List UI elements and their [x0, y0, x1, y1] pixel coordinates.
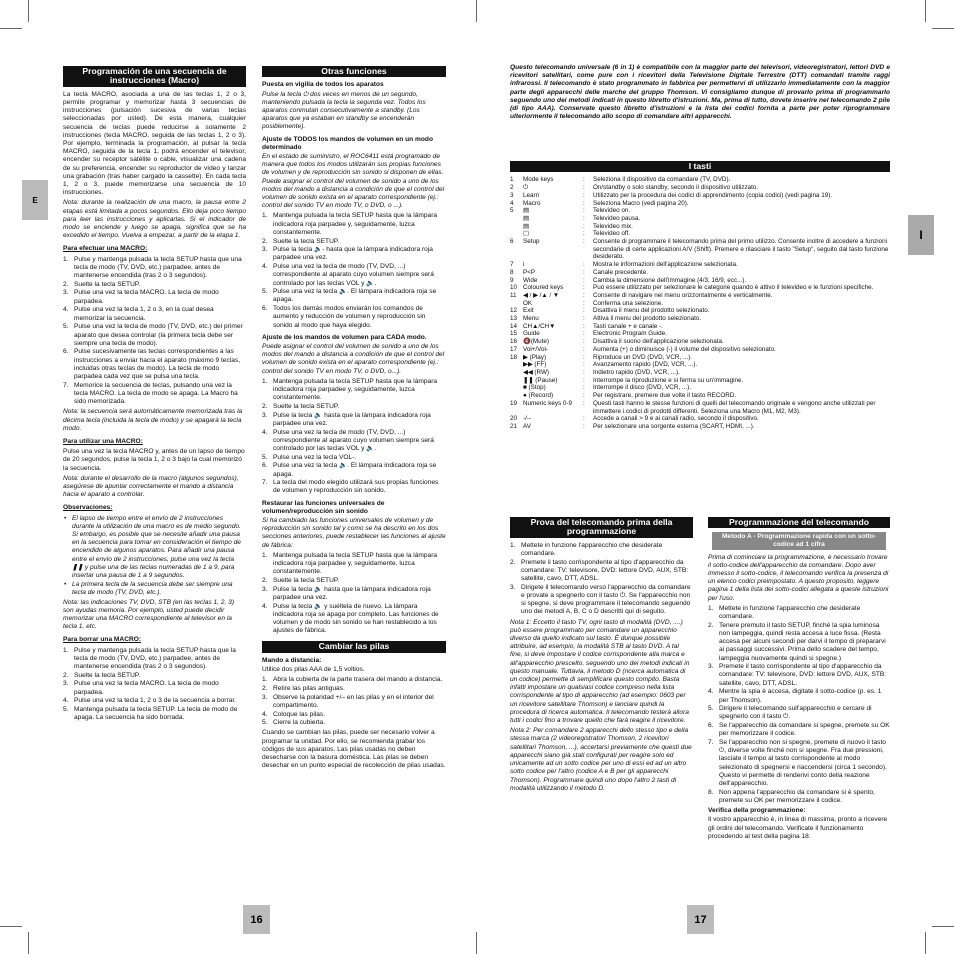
key-description: Electronic Program Guide.	[593, 330, 667, 338]
key-number	[510, 230, 523, 238]
key-name: P<P	[523, 268, 536, 276]
key-description: Disattiva il menu del prodotto selezionato.	[593, 307, 710, 315]
key-description: Utilizzato per la procedura dei codici di apprendimento (copia codici) (vedi pagina 19).	[593, 191, 833, 199]
table-row	[510, 184, 890, 192]
key-name: Macro	[523, 199, 541, 207]
volume-all-text: En el estado de suministro, el ROC6411 está programado de manera que todos los modos utilizarán sus propias funciones de volumen y de reproducción sin sonido si disponen de ellas. Puede asignar el control del volumen de sonido a uno de los modos del mando a distancia a condición de que el control del volumen de sonido exista en el aparato correspondiente (ej.: control del sonido TV en modo TV, o DVD, o ...).	[262, 153, 445, 210]
test-note-2: Nota 2: Per comandare 2 apparecchi dello stesso tipo e della stessa marca (2 videoregistratori Thomson, 2 ricevitori satellitari Thomson, ...), accertarsi previamente che questi due apparecchi siano già stati configurati per reagire solo ed unicamente ad un sotto codice per uno di essi ed ad un altro sotto codice per l'altro (codice A e B per gli apparecchi Thomson). Programmare quindi uno dopo l'altro 2 tasti di modalità utilizzando il metodo D.	[510, 727, 692, 792]
table-row	[510, 377, 890, 385]
list-item: 2. Tenere premuto il tasto SETUP, finché la spia luminosa non lampeggia, quindi resta accesa a luce fissa. (Resta accesa per alcuni secondi per darvi il tempo di prepararvi ai passaggi successivi. Prima dello scadere del tempo, lampeggia nuovamente quindi si spegne.)	[708, 622, 890, 663]
test-note-1: Nota 1: Eccetto il tasto TV, ogni tasto di modalità (DVD, ....) può essere programmato per comandare un apparecchio diverso da quello indicato sul tasto. È dunque possibile attribuire, ad esempio, la modalità STB al tasto DVD. A tal fine, si deve impostare il codice corrispondente alla marca e all'apparecchio prescelto, seguendo uno dei metodi indicati in questo manuale. Tuttavia, il metodo D (ricerca automatica di un codice) permette di semplificare questo compito. Basta infatti impostare un qualsiasi codice compreso nella lista corrispondente al tipo di apparecchio (ad esempio: 0603 per un ricevitore satellitare Thomson) e lanciare quindi la procedura di ricerca automatica. Il telecomando testerà allora tutti i codici fino a trovare quello che farà reagire il ricevitore.	[510, 618, 690, 725]
colon: :	[583, 261, 585, 269]
key-name: -/--	[523, 415, 532, 423]
list-item: 1. Pulse y mantenga pulsada la tecla SETUP hasta que una tecla de modo (TV, DVD, etc.) parpadee, antes de mantenerse encendida (tras 2 o 3 segundos).	[63, 256, 246, 281]
list-item: 2. Suelte la tecla SETUP.	[63, 281, 246, 289]
key-name: ▢	[523, 230, 529, 238]
key-number: 8	[510, 268, 514, 276]
list-item: 5. Cierre la cubierta.	[262, 719, 446, 727]
colon: :	[583, 422, 585, 430]
column-test	[510, 517, 693, 795]
key-name: Setup	[523, 238, 540, 246]
key-number	[510, 392, 523, 400]
list-item: 1. Mantenga pulsada la tecla SETUP hasta que la lámpara indicadora roja parpadee y, seguidamente, luzca constantemente.	[262, 212, 446, 237]
table-row	[510, 261, 890, 269]
colon: :	[583, 376, 585, 384]
key-description: Cambia la dimensione dell'immagine (4/3, 16/9, ecc...).	[593, 276, 747, 284]
crop-mark-br-v	[925, 932, 926, 954]
key-number: 4	[510, 199, 514, 207]
key-number: 2	[510, 184, 514, 192]
colon: :	[583, 276, 585, 284]
colon: :	[583, 230, 585, 238]
key-number: 19	[510, 399, 518, 407]
table-row	[510, 215, 890, 223]
key-number: 16	[510, 338, 518, 346]
list-item: 1. Pulse y mantenga pulsada la tecla SETUP hasta que la tecla de modo (TV, DVD, etc.) parpadee, antes de mantenerse encendida (tras 2 o 3 segundos).	[63, 647, 246, 672]
table-row	[510, 330, 890, 338]
heading-observations: Observaciones:	[63, 504, 113, 512]
crop-mark-bl-v	[28, 932, 29, 954]
colon: :	[583, 368, 585, 376]
list-item: 6. Todos los demás modos enviarán los comandos de aumento y reducción de volumen y reproducción sin sonido al modo que haya elegido.	[262, 305, 446, 330]
key-description: Questi tasti hanno le stesse funzioni di quelli del telecomando originale e vengono anche utilizzati per immettere i codici di prodotti differenti. Seleziona una Macro (M1, M2, M3).	[593, 399, 876, 415]
colon: :	[583, 384, 585, 392]
macro-note-1: Nota: durante la realización de una macro, la pausa entre 2 etapas está limitada a pocos segundos. Ello deja poco tiempo para leer las instrucciones y aplicarlas. Si el indicador de modo se enciende y luego se apaga, significa que se ha excedido el tiempo. Vuelva a empezar, a partir de la etapa 1.	[63, 199, 246, 240]
list-item: 7. La tecla del modo elegido utilizará sus propias funciones de volumen y reproducción sin sonido.	[262, 479, 446, 495]
method-a-intro: Prima di cominciare la programmazione, è necessario trovare il sotto-codice dell'apparecchio da comandare. Dopo aver immesso il sotto-codice, il telecomando verifica la presenza di un elenco codici preimpostato. A questo proposito, leggere pagina 1 della lista dei sotto-codici allegata a queste istruzioni per l'uso.	[708, 553, 889, 602]
keys-section	[510, 161, 890, 431]
colon: :	[583, 184, 585, 192]
list-item: 2. Suelte la tecla SETUP.	[262, 238, 446, 246]
heading-use-macro: Para utilizar una MACRO:	[63, 437, 143, 445]
key-name: ● (Record)	[523, 392, 554, 400]
list-item: 4. Pulse una vez la tecla 1, 2 o 3 de la secuencia a borrar.	[63, 697, 246, 705]
colon: :	[583, 415, 585, 423]
list-item: 7. Se l'apparecchio non si spegne, premete di nuovo il tasto ⏻, diverse volte finché non si spegne. Fra due pressioni, lasciate il tempo al tasto corrispondente al modo selezionato di spegnersi e riaccendersi (circa 1 secondo). Questo vi permette di renderivi conto della reazione dell'apparecchio.	[708, 739, 890, 788]
erase-steps	[63, 647, 246, 723]
key-name: Wide	[523, 276, 538, 284]
key-number	[510, 361, 523, 369]
list-item: 4. Pulse la tecla 🔈 y suéltela de nuevo. La lámpara indicadora roja se apaga por completo. Las funciones de volumen y de modo sin sonido se han restablecido a los ajustes de fábrica.	[262, 603, 446, 636]
key-name: ▤	[523, 222, 529, 230]
key-name: ■ (Stop)	[523, 384, 546, 392]
list-item: 2. Suelte la tecla SETUP.	[262, 577, 446, 585]
key-number: 14	[510, 322, 518, 330]
table-row	[510, 307, 890, 315]
key-name: Vol+/Vol-	[523, 345, 549, 353]
list-item: 6. Pulse sucesivamente las teclas correspondientes a las instrucciones a enviar hacia el aparato (máximo 9 teclas, incluidas otras teclas de modo). La tecla de modo parpadea cada vez que se pulsa una tecla.	[63, 348, 246, 381]
key-name: Guide	[523, 330, 540, 338]
colon: :	[583, 191, 585, 199]
list-item: 4. Pulse una vez la tecla de modo (TV, DVD, ...) correspondiente al aparato cuyo volumen siempre será controlado por las teclas VOL y 🔈.	[262, 429, 446, 454]
key-number	[510, 223, 523, 231]
colon: :	[583, 322, 585, 330]
key-number	[510, 369, 523, 377]
key-number: 5	[510, 207, 514, 215]
key-description: Avanzamento rapido (DVD, VCR, ...).	[593, 361, 698, 369]
key-number: 10	[510, 284, 518, 292]
list-item: 5. Pulse una vez la tecla 🔈. El lámpara indicadora roja se apaga.	[262, 288, 446, 304]
key-number: 13	[510, 315, 518, 323]
list-item: 4. Mentre la spia è accesa, digitate il sotto-codice (p. es. 1 per Thomson).	[708, 688, 890, 704]
list-item: 4. Pulse una vez la tecla de modo (TV, DVD, ...) correspondiente al aparato cuyo volumen siempre será controlado por las teclas VOL y 🔈.	[262, 263, 446, 288]
key-number: 21	[510, 422, 518, 430]
section-title-keys: I tasti	[510, 161, 890, 172]
key-description: Accede a canali > 9 e ai canali radio, secondo il dispositivo.	[593, 415, 759, 423]
crop-mark-tl-h	[0, 28, 22, 29]
battery-outro: Cuando se cambian las pilas, puede ser necesario volver a programar la unidad. Por ello, se recomienda grabar los códigos de sus aparatos. Las pilas usadas no deben desecharse con la basura doméstica. Las pilas se deben desechar en un punto especial de recolección de pilas usadas.	[262, 729, 446, 770]
section-title-other-functions: Otras funciones	[262, 66, 446, 77]
section-title-batteries: Cambiar las pilas	[262, 641, 446, 652]
key-name: AV	[523, 422, 531, 430]
colon: :	[583, 222, 585, 230]
verify-text: Il vostro apparecchio è, in linea di massima, pronto a ricevere gli ordini del telecomando. Verificate il funzionamento procedendo al test della pagina 18.	[708, 816, 888, 840]
key-number	[510, 384, 523, 392]
heading-remote-batteries: Mando a distancia:	[262, 656, 322, 664]
key-description: Televideo mix.	[593, 222, 633, 230]
battery-intro: Utilice dos pilas AAA de 1,5 voltios.	[262, 666, 365, 674]
observations-list	[63, 515, 246, 598]
key-number: 20	[510, 415, 518, 423]
key-number	[510, 377, 523, 385]
list-item: 1. Mettete in funzione l'apparecchio che desiderate comandare.	[708, 605, 890, 621]
list-item: 6. Se l'apparecchio da comandare si spegne, premete su OK per memorizzare il codice.	[708, 722, 890, 738]
key-name: ▤	[523, 214, 529, 222]
key-description: Televideo pausa.	[593, 214, 641, 222]
section-title-programming: Programmazione del telecomando	[708, 517, 890, 528]
table-row	[510, 315, 890, 323]
test-steps	[510, 542, 693, 617]
right-page-intro	[510, 64, 890, 123]
table-row	[510, 192, 890, 200]
colon: :	[583, 176, 585, 184]
column-macro	[63, 66, 246, 724]
table-row	[510, 392, 890, 400]
key-name: i	[523, 261, 525, 269]
list-item: • El lapso de tiempo entre el envío de 2 instrucciones durante la utilización de una macro es de medio segundo. Si embargo, es posible que se necesite añadir una pausa en la secuencia para tomar en consideración el tiempo de encendido de algunos aparatos. Para añadir una pausa entre el envío de 2 instrucciones, pulse una vez la tecla ❚❚ y pulse una de las teclas numeradas de 1 a 9, para insertar una pausa de 1 a 9 segundos.	[63, 515, 246, 581]
key-name: ◀ / ▶ /▲ / ▼	[523, 291, 560, 299]
key-description: Interrompe il disco (DVD, VCR, ...).	[593, 384, 691, 392]
volume-mode-steps	[262, 378, 446, 496]
key-name: ▤	[523, 207, 529, 215]
table-row	[510, 361, 890, 369]
key-number	[510, 300, 523, 308]
table-row	[510, 269, 890, 277]
colon: :	[583, 307, 585, 315]
colon: :	[583, 315, 585, 323]
table-row	[510, 323, 890, 331]
list-item: 4. Coloque las pilas.	[262, 711, 446, 719]
key-number: 6	[510, 238, 514, 246]
column-other-functions	[262, 66, 446, 772]
list-item: 5. Pulse una vez la tecla VOL-.	[262, 454, 446, 462]
method-a-steps	[708, 605, 890, 805]
key-number: 9	[510, 276, 514, 284]
list-item: 2. Suelte la tecla SETUP.	[262, 403, 446, 411]
key-number: 11	[510, 291, 517, 299]
list-item: 3. Pulse una vez la tecla MACRO. La tecla de modo parpadea.	[63, 680, 246, 696]
key-name: ◀◀ (RW)	[523, 368, 550, 376]
crop-mark-br-h	[932, 926, 954, 927]
column-programming	[708, 517, 890, 843]
table-row	[510, 300, 890, 308]
key-description: Attiva il menu del prodotto selezionato.	[593, 315, 702, 323]
list-item: 1. Mettete in funzione l'apparecchio che desiderate comandare.	[510, 542, 693, 558]
crop-mark-tr-h	[932, 28, 954, 29]
key-description: Televideo off.	[593, 230, 630, 238]
volume-all-steps	[262, 212, 446, 329]
list-item: 5. Pulse una vez la tecla de modo (TV, DVD, etc.) del primer aparato que desea controlar (la primera tecla debe ser siempre una tecla de modo).	[63, 323, 246, 348]
list-item: 4. Pulse una vez la tecla 1, 2 o 3, en la cual desea memorizar la secuencia.	[63, 306, 246, 322]
language-tab-italian: I	[908, 215, 934, 255]
table-row	[510, 423, 890, 431]
key-description: Seleziona Macro (vedi pagina 20).	[593, 199, 689, 207]
colon: :	[583, 399, 585, 407]
crop-mark-tr-v	[925, 0, 926, 22]
list-item: 3. Pulse la tecla 🔈 hasta que la lámpara indicadora roja parpadee una vez.	[262, 412, 446, 428]
section-title-macro: Programación de una secuencia de instrucciones (Macro)	[63, 66, 246, 87]
table-row	[510, 346, 890, 354]
table-row	[510, 176, 890, 184]
key-number: 15	[510, 330, 518, 338]
key-number: 3	[510, 191, 514, 199]
list-item: 6. Pulse una vez la tecla 🔈. El lámpara indicadora roja se apaga.	[262, 462, 446, 478]
table-row	[510, 284, 890, 292]
heading-volume-each-mode: Ajuste de los mandos de volumen para CADA modo.	[262, 333, 427, 341]
effectuate-steps	[63, 256, 246, 407]
keys-table	[510, 176, 890, 430]
key-description: Consente di navigare nei menu orizzontalmente e verticalmente.	[593, 291, 773, 299]
key-number: 17	[510, 345, 518, 353]
colon: :	[583, 238, 585, 246]
page-number-right: 17	[687, 905, 714, 934]
key-description: Per registrare, premere due volte il tasto RECORD.	[593, 392, 737, 400]
table-row	[510, 230, 890, 238]
list-item: 7. Memorice la secuencia de teclas, pulsando una vez la tecla MACRO. La tecla de modo se apaga. La Macro ha sido memorizada.	[63, 382, 246, 407]
list-item: 1. Mantenga pulsada la tecla SETUP hasta que la lámpara indicadora roja parpadee y, seguidamente, luzca constantemente.	[262, 378, 446, 403]
colon: :	[583, 338, 585, 346]
crop-mark-bm	[476, 932, 477, 954]
key-name: Exit	[523, 307, 534, 315]
heading-effectuate-macro: Para efectuar una MACRO:	[63, 245, 148, 253]
list-item: 3. Premete il tasto corrispondente al tipo d'apparecchio da comandare: TV: televisore, DVD: lettore DVD, AUX, STB: satellite, cavo, DTT, ADSL.	[708, 663, 890, 688]
list-item: 8. Non appena l'apparecchio da comandare si è spento, premete su OK per memorizzare il codice.	[708, 789, 890, 805]
use-macro-text: Pulse una vez la tecla MACRO y, antes de un lapso de tiempo de 20 segundos, pulse la tecla 1, 2 o 3 bajo la cual memorizó la secuencia.	[63, 448, 245, 472]
key-description: Tasti canale + e canale -.	[593, 322, 663, 330]
key-description: Indietro rapido (DVD, VCR, ...).	[593, 368, 680, 376]
key-name: Learn	[523, 191, 540, 199]
table-row	[510, 277, 890, 285]
table-row	[510, 415, 890, 423]
key-description: Aumenta (+) o diminuisce (-) il volume del dispositivo selezionato.	[593, 345, 776, 353]
table-row	[510, 207, 890, 215]
key-description: Canale precedente.	[593, 268, 648, 276]
table-row	[510, 200, 890, 208]
crop-mark-tm	[476, 0, 477, 22]
table-row	[510, 384, 890, 392]
key-description: Può essere utilizzato per selezionare le categorie quando è attivo il televideo e le funzioni specifiche.	[593, 284, 874, 292]
page-number-left: 16	[243, 905, 270, 934]
key-description: Seleziona il dispositivo da comandare (TV, DVD).	[593, 176, 731, 184]
list-item: 3. Dirigete il telecomando verso l'apparecchio da comandare e provate a spegnerlo con il tasto ⏻. Se l'apparecchio non si spegne, si deve programmare il telecomando seguendo uno dei metodi A, B, C o D descritti qui di seguito.	[510, 584, 693, 617]
key-name: CH▲/CH▼	[523, 322, 556, 330]
restore-text: Si ha cambiado las funciones universales de volumen y de reproducción sin sonido tal y como se ha descrito en los dos secciones anteriores, puede restablecer las funciones al ajuste de fábrica:	[262, 517, 446, 549]
colon: :	[583, 345, 585, 353]
colon: :	[583, 299, 585, 307]
key-number: 1	[510, 176, 514, 184]
list-item: 1. Mantenga pulsada la tecla SETUP hasta que la lámpara indicadora roja parpadee y, seguidamente, luzca constantemente.	[262, 552, 446, 577]
key-description: Televideo on.	[593, 207, 631, 215]
macro-note-3: Nota: durante el desarrollo de la macro (algunos segundos), asegúrese de apuntar correctamente el mando a distancia hacia el aparato a controlar.	[63, 474, 239, 499]
colon: :	[583, 330, 585, 338]
key-name: 🔇(Mute)	[523, 338, 550, 346]
macro-note-4: Nota: las indicaciones TV, DVD, STB (en las teclas 1, 2, 3) son ayudas memoria. Por ejemplo, usted puede decidir memorizar una MACRO correspondiente al televisor en la tecla 1, etc.	[63, 598, 235, 631]
colon: :	[583, 361, 585, 369]
macro-note-2: Nota: la secuencia será automáticamente memorizada tras la décima tecla (incluida la tecla de modo) y se apagará la tecla modo.	[63, 408, 243, 432]
list-item: 5. Dirigere il telecomando sull'apparecchio e cercare di spegnerlo con il tasto ⏻.	[708, 705, 890, 721]
restore-steps	[262, 552, 446, 636]
key-name: Coloured keys	[523, 284, 564, 292]
method-a-title: Metodo A - Programmazione rapida con un sotto-codice ad 1 cifra	[712, 532, 886, 549]
key-description: On/standby o solo standby, secondo il dispositivo utilizzato.	[593, 184, 759, 192]
key-description: Consente di programmare il telecomando prima del primo utilizzo. Consente inoltre di accedere a funzioni secondarie di certe applicazioni A/V (Shift). Premere e rilasciare il tasto "Setup", seguito dal tasto funzione desiderato.	[593, 238, 889, 261]
key-description: Riproduce un DVD (DVD, VCR, ...).	[593, 353, 693, 361]
colon: :	[583, 291, 585, 299]
key-name: Menu	[523, 315, 539, 323]
key-description: Interrompe la riproduzione e si ferma su un'immagine.	[593, 376, 744, 384]
key-description: Conferma una selezione.	[593, 299, 664, 307]
heading-restore-volume: Restaurar las funciones universales de volumen/reproducción sin sonido	[262, 499, 385, 515]
list-item: 1. Abra la cubierta de la parte trasera del mando a distancia.	[262, 676, 446, 684]
key-description: Disattiva il suono dell'applicazione selezionata.	[593, 338, 724, 346]
colon: :	[583, 392, 585, 400]
list-item: 5. Mantenga pulsada la tecla SETUP. La tecla de modo de apaga. La secuencia ha sido borrada.	[63, 706, 246, 722]
table-row	[510, 223, 890, 231]
list-item: 2. Premete il tasto corrispondente al tipo d'apparecchio da comandare: TV: televisore, DVD: lettore DVD, AUX, STB: satellite, cavo, DTT, ADSL.	[510, 559, 693, 584]
list-item: 2. Suelte la tecla SETUP.	[63, 672, 246, 680]
heading-verify: Verifica della programmazione:	[708, 807, 806, 815]
colon: :	[583, 199, 585, 207]
battery-steps	[262, 676, 446, 727]
key-number	[510, 215, 523, 223]
list-item: 2. Retire las pilas antiguas.	[262, 685, 446, 693]
colon: :	[583, 268, 585, 276]
macro-intro: La tecla MACRO, asociada a una de las teclas 1, 2 o 3, permite programar y memorizar hasta 3 secuencias de instrucciones (pulsación sucesiva de varias teclas seleccionadas por usted). De esta manera, cualquier secuencia de teclas puede reducirse a solamente 2 instrucciones (tecla MACRO, seguida de las teclas 1, 2 o 3). Por ejemplo, terminada la programación, al pulsar la tecla MACRO, seguida de la tecla 1, podrá encender el televisor, encender su receptor satélite o cable, visualizar una cadena de su preferencia, encender su reproductor de vídeo y lanzar una grabación (tras haber cargado la cassette). En cada tecla 1, 2 o 3, puede memorizarse una secuencia de 10 instrucciones.	[63, 90, 246, 197]
colon: :	[583, 353, 585, 361]
colon: :	[583, 207, 585, 215]
section-title-test: Prova del telecomando prima della programmazione	[510, 517, 693, 538]
list-item: 3. Pulse una vez la tecla MACRO. La tecla de modo parpadea.	[63, 289, 246, 305]
key-number: 18	[510, 353, 518, 361]
key-description: Mostra le informazioni dell'applicazione selezionata.	[593, 261, 738, 269]
heading-standby-all: Puesta en vigilia de todos los aparatos	[262, 81, 384, 89]
heading-volume-all: Ajuste de TODOS los mandos de volumen en un modo determinado	[262, 135, 433, 151]
key-name: ❚❚ (Pause)	[523, 376, 558, 384]
colon: :	[583, 284, 585, 292]
key-name: OK	[523, 299, 533, 307]
list-item: 3. Pulse la tecla 🔈 hasta que la lámpara indicadora roja parpadee una vez.	[262, 586, 446, 602]
list-item: 3. Observe la polaridad +/– en las pilas y en el interior del compartimento.	[262, 694, 446, 710]
crop-mark-tl-v	[28, 0, 29, 22]
colon: :	[583, 214, 585, 222]
key-name: ▶ (Play)	[523, 353, 547, 361]
language-tab-spanish: E	[22, 180, 48, 220]
table-row	[510, 338, 890, 346]
key-number: 7	[510, 261, 514, 269]
standby-text: Pulse la tecla ⏻ dos veces en menos de un segundo, manteniendo pulsada la tecla la segunda vez. Todos los aparatos conmutan consecutivamente a standby. (Los aparatos que ya estaban en standby se encenderán posiblemente).	[262, 90, 426, 131]
table-row	[510, 400, 890, 415]
key-name: ⏻	[523, 184, 528, 192]
table-row	[510, 354, 890, 362]
list-item: • La primera tecla de la secuencia debe ser siempre una tecla de modo (TV, DVD, etc.).	[63, 581, 246, 597]
volume-mode-text: Puede asignar el control del volumen de sonido a uno de los modos del mando a distancia a condición de que el control del volumen de sonido exista en el aparato correspondiente (ej.: control del sonido TV en modo TV, o DVD, o...).	[262, 343, 445, 375]
key-description: Per selezionare una sorgente esterna (SCART, HDMI, ...).	[593, 422, 755, 430]
list-item: 3. Pulse la tecla 🔈- hasta que la lámpara indicadora roja parpadee una vez.	[262, 246, 446, 262]
crop-mark-bl-h	[0, 926, 22, 927]
key-number: 12	[510, 307, 518, 315]
heading-erase-macro: Para borrar una MACRO:	[63, 636, 142, 644]
key-name: Numeric keys 0-9	[523, 399, 572, 407]
table-row	[510, 369, 890, 377]
key-name: Mode keys	[523, 176, 554, 184]
table-row	[510, 238, 890, 261]
intro-text: Questo telecomando universale (6 in 1) è compatibile con la maggior parte dei televisori, videoregistratori, lettori DVD e ricevitori satellitari, come pure con i ricevitori della Televisione Digitale Terrestre (DTT) comandati tramite raggi infrarossi. Il telecomando è stato programmato in fabbrica per permettervi di utilizzarlo immediatamente con la maggior parte degli apparecchi delle marche del gruppo Thomson. Vi consigliamo dunque di provarlo prima di programmarlo seguendo uno dei metodi indicati in questo libretto d'istruzioni. Ma, prima di tutto, dovete inserire nel telecomando 2 pile (di tipo AAA). Conservate questo libretto d'istruzioni e la lista dei codici fornita a parte per poter riprogrammare ulteriormente il telecomando allo scopo di comandare altri apparecchi.	[510, 64, 890, 121]
key-name: ▶▶ (FF)	[523, 361, 547, 369]
table-row	[510, 292, 890, 300]
